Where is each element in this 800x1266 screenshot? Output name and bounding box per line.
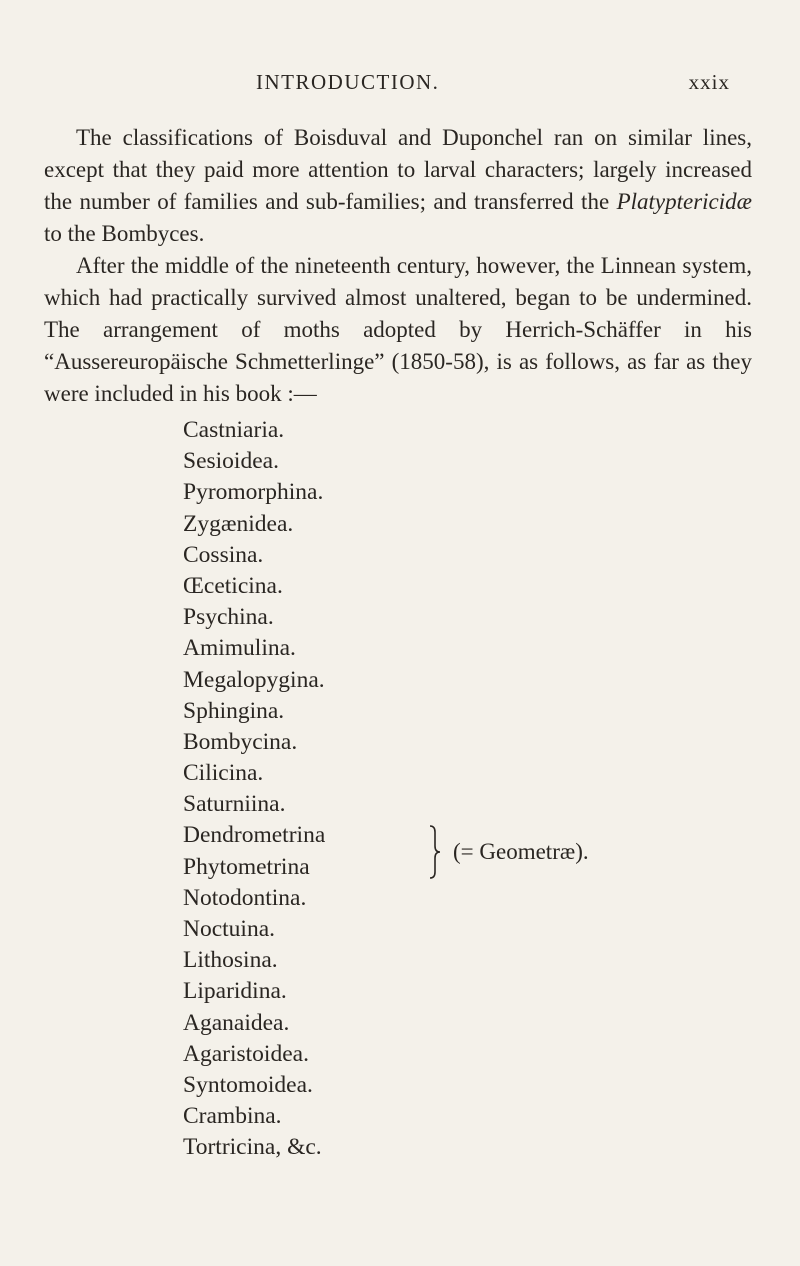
- body-text: [44, 122, 752, 410]
- list-item: Pyromorphina.: [183, 479, 324, 506]
- paragraph-1: [44, 122, 752, 250]
- list-item: Aganaidea.: [183, 1009, 290, 1036]
- running-head: INTRODUCTION.: [256, 70, 440, 94]
- bracket-note: (= Geometræ).: [453, 839, 589, 865]
- list-item: Liparidina.: [183, 978, 287, 1005]
- list-item: Cossina.: [183, 541, 264, 568]
- list-item: Lithosina.: [183, 947, 278, 974]
- list-group-after: [183, 883, 743, 1164]
- list-item: Megalopygina.: [183, 666, 325, 693]
- list-item: Saturniina.: [183, 791, 286, 818]
- page-number: xxix: [688, 70, 730, 94]
- list-item: Sesioidea.: [183, 448, 279, 475]
- list-group-before: [183, 415, 743, 820]
- list-item: Noctuina.: [183, 916, 276, 942]
- page-header: [0, 70, 800, 100]
- list-item: Castniaria.: [183, 417, 285, 443]
- list-item: Bombycina.: [183, 728, 298, 755]
- list-item: Psychina.: [183, 604, 274, 631]
- list-item: Zygænidea.: [183, 510, 294, 537]
- paragraph-1-start: The classifications of Boisduval and Duponchel ran on similar lines, except that they paid more attention to larval characters; largely increased the number of families and sub-families; and transferred the: [44, 125, 752, 214]
- list-item: Dendrometrina: [183, 822, 326, 849]
- paragraph-1-end: to the Bombyces.: [44, 221, 205, 246]
- classification-list: [183, 415, 743, 1164]
- list-item: Syntomoidea.: [183, 1071, 313, 1098]
- paragraph-1-italic: Platyptericidæ: [616, 189, 752, 214]
- list-item: Agaristoidea.: [183, 1040, 309, 1067]
- list-item: Cilicina.: [183, 760, 264, 787]
- right-brace-icon: [428, 824, 442, 880]
- list-item: Crambina.: [183, 1103, 282, 1130]
- list-item: Sphingina.: [183, 697, 285, 724]
- list-item: Notodontina.: [183, 884, 307, 911]
- bracket-group: [183, 820, 743, 882]
- list-item: Amimulina.: [183, 635, 296, 662]
- list-item: Tortricina, &c.: [183, 1134, 322, 1161]
- list-item: Œceticina.: [183, 572, 283, 599]
- paragraph-2: After the middle of the nineteenth century, however, the Linnean system, which had practically survived almost unaltered, began to be undermined. The arrangement of moths adopted by Herrich-Schäffer in his “Aussereuropäische Schmetterlinge” (1850-58), is as follows, as far as they were included in his book :—: [44, 253, 752, 406]
- list-item: Phytometrina: [183, 853, 310, 880]
